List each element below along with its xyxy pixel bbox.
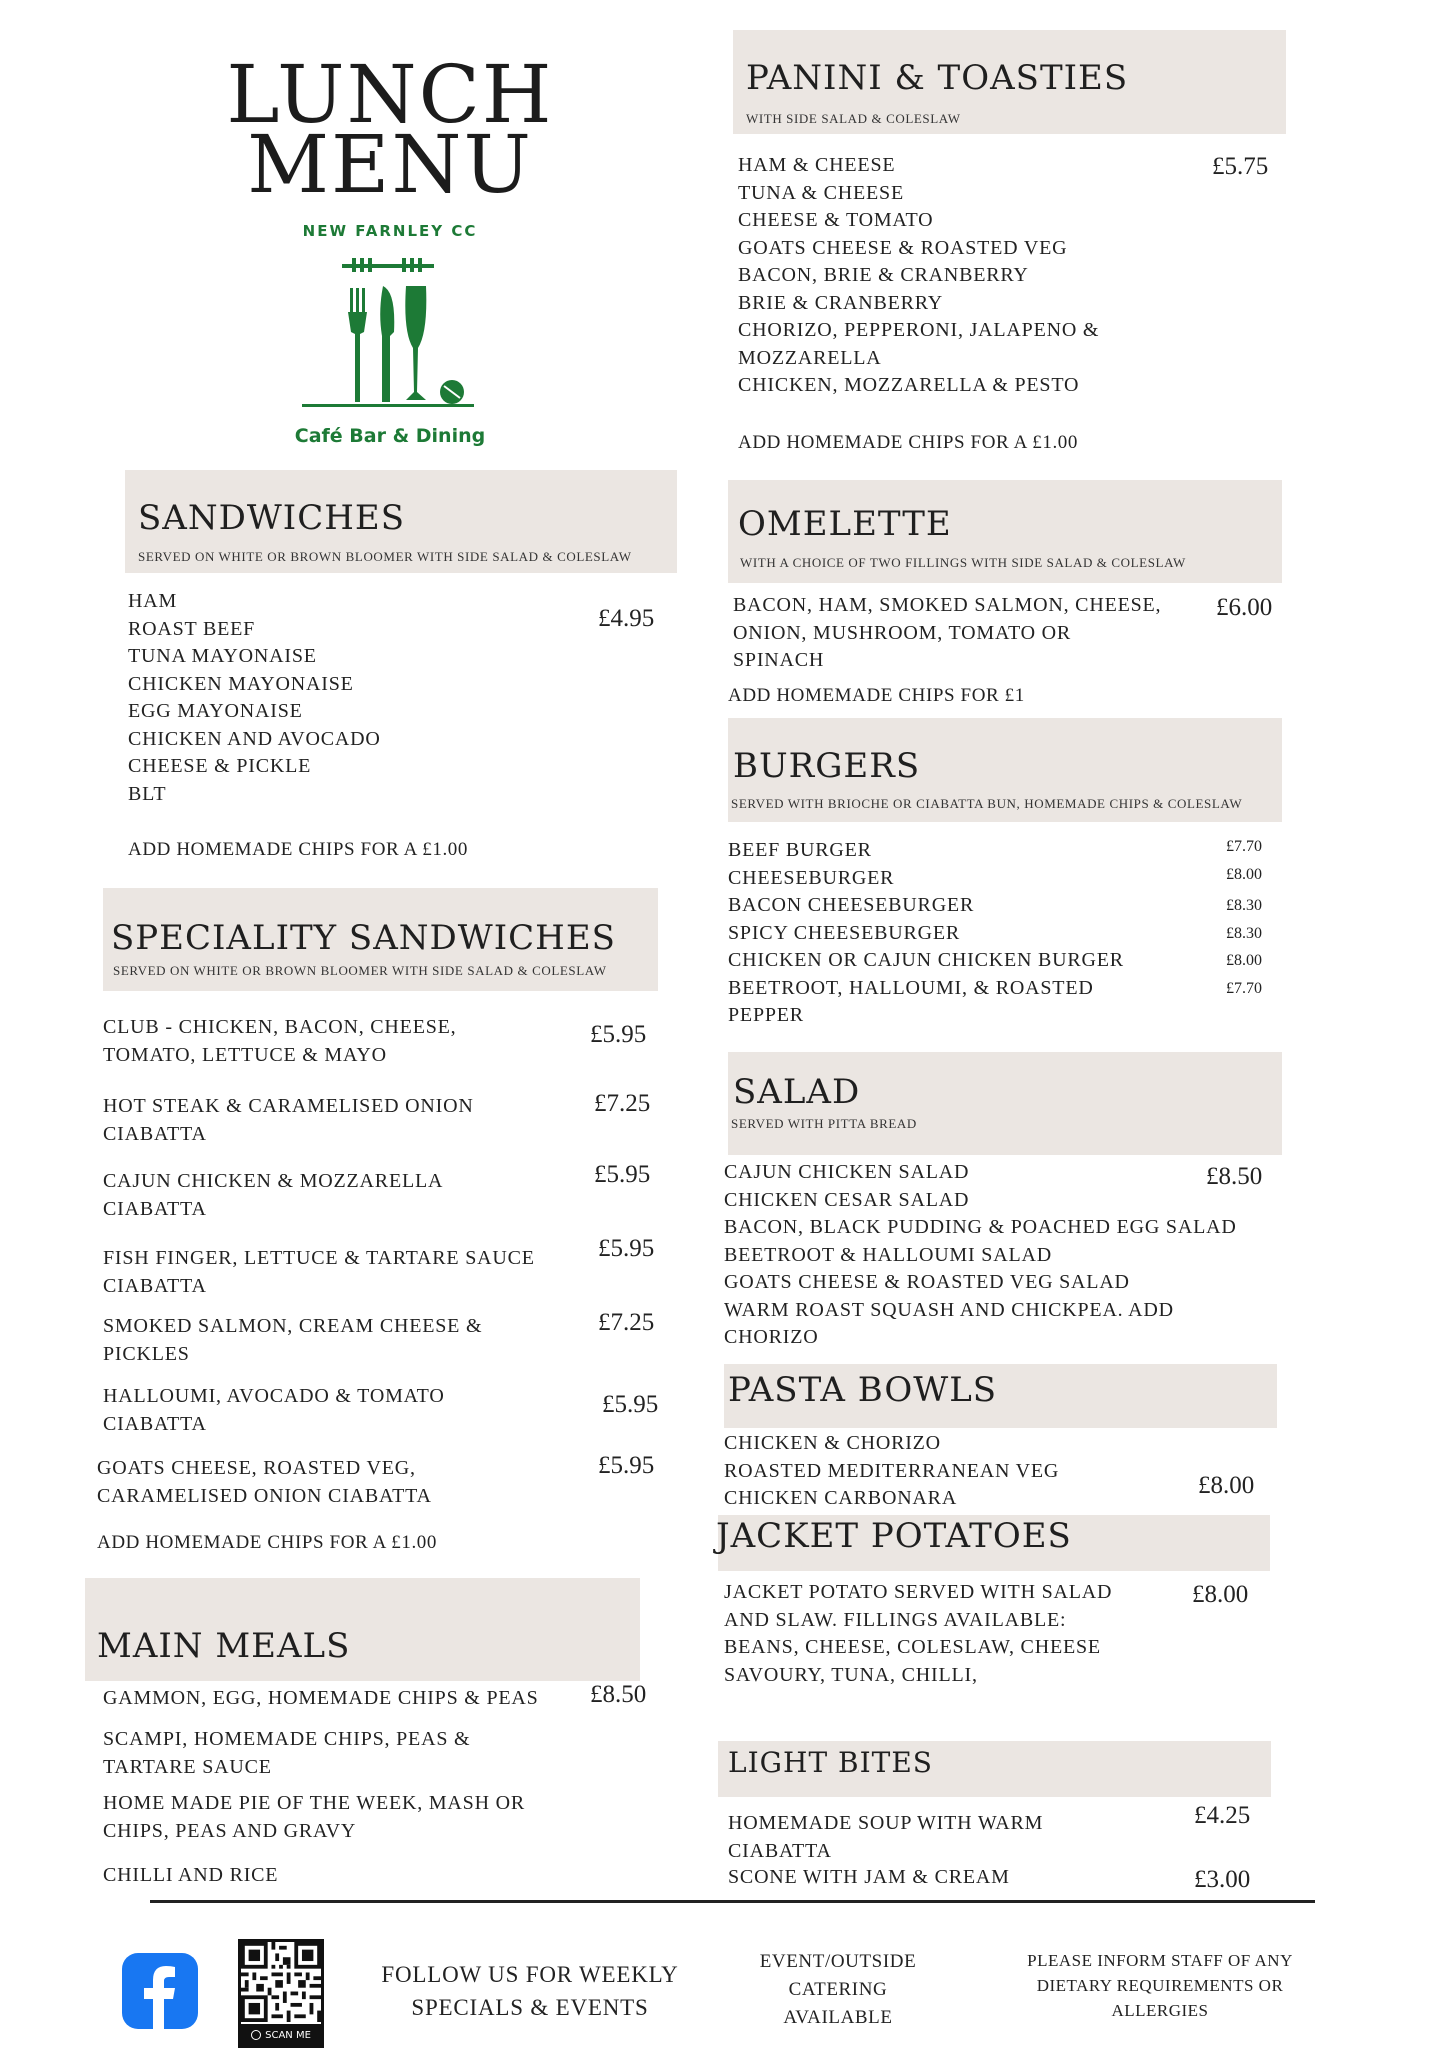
panini-title: PANINI & TOASTIES	[746, 58, 1129, 98]
facebook-icon[interactable]	[122, 1953, 198, 2029]
light-bite-price: £3.00	[1194, 1866, 1251, 1893]
list-item: CHICKEN AND AVOCADO	[128, 727, 381, 750]
list-item: ROAST BEEF	[128, 617, 256, 640]
cutlery-logo-icon	[290, 252, 490, 412]
speciality-item: HOT STEAK & CARAMELISED ONION CIABATTA	[103, 1095, 474, 1145]
list-item: TUNA MAYONAISE	[128, 645, 317, 667]
speciality-price: £5.95	[590, 1021, 647, 1048]
menu-title-line2: MENU	[247, 118, 533, 211]
sandwiches-price: £4.95	[598, 605, 655, 632]
qr-code-icon	[241, 1942, 321, 2022]
speciality-price: £5.95	[598, 1235, 655, 1262]
list-item: CHORIZO, PEPPERONI, JALAPENO &	[738, 319, 1100, 341]
salad-title: SALAD	[733, 1072, 861, 1112]
list-item: HAM & CHEESE	[738, 154, 896, 176]
speciality-price: £7.25	[598, 1309, 655, 1336]
dietary-notice: PLEASE INFORM STAFF OF ANY DIETARY REQUIREMENTS OR ALLERGIES	[1027, 1951, 1293, 2020]
burger-price: £8.30	[1226, 925, 1262, 942]
main-meal-item: CHILLI AND RICE	[103, 1864, 279, 1886]
jacket-title: JACKET POTATOES	[716, 1516, 1072, 1556]
speciality-subtitle: SERVED ON WHITE OR BROWN BLOOMER WITH SIDE SALAD & COLESLAW	[113, 963, 607, 978]
burger-price: £8.00	[1226, 952, 1262, 969]
list-item: CAJUN CHICKEN SALAD	[724, 1161, 970, 1183]
burgers-title: BURGERS	[733, 746, 921, 786]
burger-price: £8.00	[1226, 866, 1262, 883]
light-bite-price: £4.25	[1194, 1802, 1251, 1829]
burger-price: £8.30	[1226, 897, 1262, 914]
main-meal-item: SCAMPI, HOMEMADE CHIPS, PEAS & TARTARE SAUCE	[103, 1728, 471, 1778]
main-meals-price: £8.50	[590, 1681, 647, 1708]
omelette-fillings: BACON, HAM, SMOKED SALMON, CHEESE, ONION, MUSHROOM, TOMATO OR SPINACH	[733, 594, 1162, 671]
main-meal-item: GAMMON, EGG, HOMEMADE CHIPS & PEAS	[103, 1687, 539, 1709]
speciality-add-chips: ADD HOMEMADE CHIPS FOR A £1.00	[97, 1532, 437, 1553]
burger-price: £7.70	[1226, 838, 1262, 855]
list-item: CHEESE & TOMATO	[738, 209, 934, 231]
main-meal-item: HOME MADE PIE OF THE WEEK, MASH OR CHIPS, PEAS AND GRAVY	[103, 1792, 526, 1842]
burgers-subtitle: SERVED WITH BRIOCHE OR CIABATTA BUN, HOMEMADE CHIPS & COLESLAW	[731, 796, 1243, 811]
omelette-add-chips: ADD HOMEMADE CHIPS FOR £1	[728, 685, 1025, 706]
list-item: CHICKEN, MOZZARELLA & PESTO	[738, 374, 1080, 396]
speciality-item: GOATS CHEESE, ROASTED VEG, CARAMELISED ONION CIABATTA	[97, 1457, 432, 1507]
salad-subtitle: SERVED WITH PITTA BREAD	[731, 1116, 917, 1131]
jacket-price: £8.00	[1192, 1581, 1249, 1608]
pasta-title: PASTA BOWLS	[728, 1370, 998, 1410]
speciality-item: SMOKED SALMON, CREAM CHEESE & PICKLES	[103, 1315, 483, 1365]
list-item: CHICKEN OR CAJUN CHICKEN BURGER	[728, 949, 1124, 971]
panini-subtitle: WITH SIDE SALAD & COLESLAW	[746, 111, 961, 126]
panini-list	[738, 152, 1099, 400]
burgers-list	[728, 837, 1124, 1030]
speciality-price: £5.95	[594, 1161, 651, 1188]
light-bites-title: LIGHT BITES	[728, 1746, 933, 1779]
list-item: SPICY CHEESEBURGER	[728, 921, 961, 944]
speciality-item: CAJUN CHICKEN & MOZZARELLA CIABATTA	[103, 1170, 444, 1220]
list-item: HAM	[128, 590, 178, 612]
list-item: BEETROOT & HALLOUMI SALAD	[724, 1243, 1052, 1266]
burger-price: £7.70	[1226, 980, 1262, 997]
panini-price: £5.75	[1212, 153, 1269, 180]
list-item: CHICKEN CESAR SALAD	[724, 1188, 970, 1211]
speciality-title: SPECIALITY SANDWICHES	[111, 918, 616, 958]
speciality-item: HALLOUMI, AVOCADO & TOMATO CIABATTA	[103, 1385, 445, 1435]
qr-scan-label: SCAN ME	[241, 2024, 321, 2046]
sandwiches-add-chips: ADD HOMEMADE CHIPS FOR A £1.00	[128, 839, 468, 860]
jacket-description: JACKET POTATO SERVED WITH SALAD AND SLAW. FILLINGS AVAILABLE: BEANS, CHEESE, COLESLAW, CHEESE SAVOURY, TUNA, CHILLI,	[724, 1581, 1113, 1686]
list-item: MOZZARELLA	[738, 346, 882, 369]
light-bite-item: HOMEMADE SOUP WITH WARM CIABATTA	[728, 1812, 1044, 1862]
speciality-item: CLUB - CHICKEN, BACON, CHEESE, TOMATO, LETTUCE & MAYO	[103, 1016, 457, 1066]
list-item: BACON, BRIE & CRANBERRY	[738, 264, 1029, 286]
footer-divider	[150, 1900, 1315, 1903]
list-item: CHICKEN MAYONAISE	[128, 672, 354, 695]
pasta-price: £8.00	[1198, 1472, 1255, 1499]
list-item: BEETROOT, HALLOUMI, & ROASTED	[728, 976, 1094, 999]
speciality-price: £7.25	[594, 1090, 651, 1117]
follow-us-text: FOLLOW US FOR WEEKLY SPECIALS & EVENTS	[381, 1962, 679, 2020]
list-item: EGG MAYONAISE	[128, 700, 303, 722]
main-meals-title: MAIN MEALS	[97, 1626, 351, 1666]
list-item: CHEESEBURGER	[728, 866, 895, 889]
sandwiches-subtitle: SERVED ON WHITE OR BROWN BLOOMER WITH SIDE SALAD & COLESLAW	[138, 549, 632, 564]
list-item: CHORIZO	[724, 1326, 819, 1348]
salad-list	[724, 1159, 1237, 1352]
omelette-title: OMELETTE	[738, 504, 952, 544]
omelette-price: £6.00	[1216, 594, 1273, 621]
club-name: NEW FARNLEY CC	[302, 222, 478, 240]
speciality-price: £5.95	[598, 1452, 655, 1479]
sandwiches-title: SANDWICHES	[138, 498, 406, 538]
catering-text: EVENT/OUTSIDE CATERING AVAILABLE	[759, 1951, 917, 2028]
panini-add-chips: ADD HOMEMADE CHIPS FOR A £1.00	[738, 432, 1078, 453]
speciality-item: FISH FINGER, LETTUCE & TARTARE SAUCE CIABATTA	[103, 1247, 535, 1297]
list-item: BACON, BLACK PUDDING & POACHED EGG SALAD	[724, 1216, 1237, 1238]
list-item: GOATS CHEESE & ROASTED VEG	[738, 236, 1068, 259]
qr-code[interactable]	[238, 1939, 324, 2048]
list-item: ROASTED MEDITERRANEAN VEG	[724, 1459, 1060, 1482]
list-item: CHICKEN CARBONARA	[724, 1487, 958, 1509]
tagline: Café Bar & Dining	[294, 425, 486, 447]
list-item: PEPPER	[728, 1004, 804, 1026]
list-item: BRIE & CRANBERRY	[738, 291, 944, 314]
list-item: CHICKEN & CHORIZO	[724, 1432, 941, 1454]
menu-title-line1: LUNCH	[226, 48, 554, 141]
list-item: BACON CHEESEBURGER	[728, 894, 975, 916]
pasta-list	[724, 1430, 1059, 1513]
list-item: CHEESE & PICKLE	[128, 755, 312, 777]
light-bite-item: SCONE WITH JAM & CREAM	[728, 1866, 1010, 1888]
list-item: GOATS CHEESE & ROASTED VEG SALAD	[724, 1271, 1130, 1293]
list-item: BEEF BURGER	[728, 839, 872, 861]
list-item: BLT	[128, 782, 167, 805]
salad-price: £8.50	[1206, 1163, 1263, 1190]
sandwiches-list	[128, 588, 381, 808]
list-item: WARM ROAST SQUASH AND CHICKPEA. ADD	[724, 1298, 1174, 1321]
menu-title	[210, 48, 570, 211]
speciality-price: £5.95	[602, 1391, 659, 1418]
scan-icon	[251, 2030, 261, 2040]
list-item: TUNA & CHEESE	[738, 181, 904, 204]
omelette-subtitle: WITH A CHOICE OF TWO FILLINGS WITH SIDE SALAD & COLESLAW	[740, 555, 1186, 570]
